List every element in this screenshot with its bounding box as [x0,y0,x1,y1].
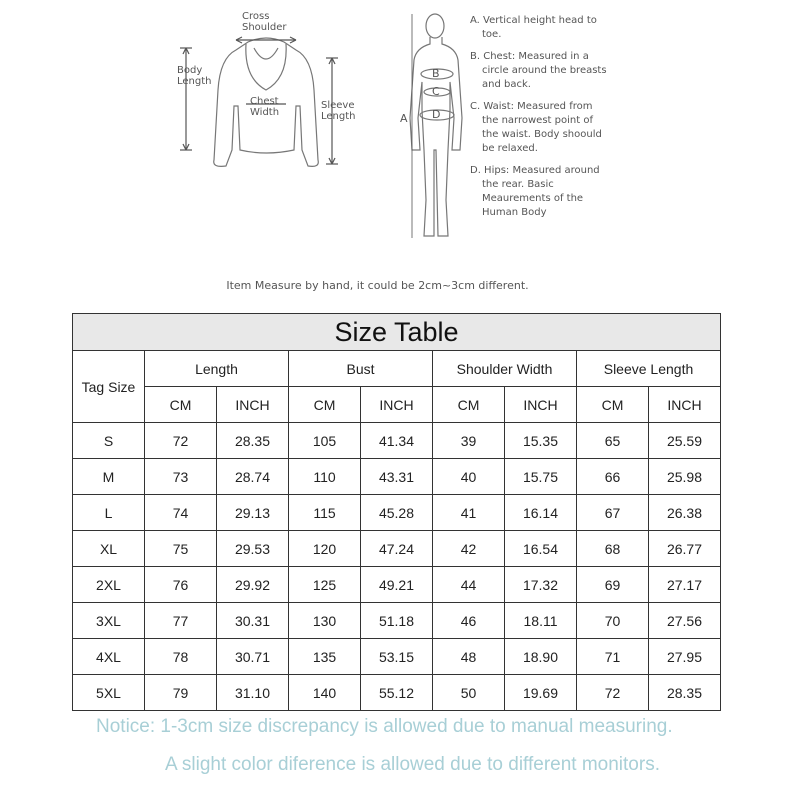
value-cell: 42 [433,531,505,567]
value-cell: 45.28 [361,495,433,531]
value-cell: 40 [433,459,505,495]
notice-line-1: Notice: 1-3cm size discrepancy is allowed due to manual measuring. [96,716,673,737]
value-cell: 53.15 [361,639,433,675]
group-header-sleeve-length: Sleeve Length [577,351,721,387]
value-cell: 47.24 [361,531,433,567]
value-cell: 28.74 [217,459,289,495]
value-cell: 135 [289,639,361,675]
table-row [73,495,721,531]
unit-header: INCH [217,387,289,423]
note-d: D. Hips: Measured around the rear. Basic Meaurements of the Human Body [470,165,600,218]
table-row [73,531,721,567]
unit-header: INCH [505,387,577,423]
value-cell: 46 [433,603,505,639]
value-cell: 105 [289,423,361,459]
value-cell: 72 [145,423,217,459]
value-cell: 29.53 [217,531,289,567]
value-cell: 16.14 [505,495,577,531]
value-cell: 18.90 [505,639,577,675]
size-cell: S [73,423,145,459]
size-cell: 3XL [73,603,145,639]
value-cell: 48 [433,639,505,675]
table-row [73,567,721,603]
unit-header: CM [289,387,361,423]
value-cell: 25.98 [649,459,721,495]
group-header-length: Length [145,351,289,387]
body-marker-d: D [432,108,441,121]
value-cell: 28.35 [217,423,289,459]
size-cell: M [73,459,145,495]
cross-shoulder-label: Cross Shoulder [242,11,287,33]
measurement-notes [470,14,610,228]
body-marker-a: A [400,112,408,125]
value-cell: 25.59 [649,423,721,459]
value-cell: 140 [289,675,361,711]
chest-width-label: Chest Width [250,96,280,118]
value-cell: 120 [289,531,361,567]
value-cell: 77 [145,603,217,639]
unit-header: INCH [361,387,433,423]
value-cell: 55.12 [361,675,433,711]
tag-size-header: Tag Size [73,351,145,423]
value-cell: 41 [433,495,505,531]
group-header-bust: Bust [289,351,433,387]
value-cell: 75 [145,531,217,567]
value-cell: 15.35 [505,423,577,459]
unit-header: CM [145,387,217,423]
value-cell: 130 [289,603,361,639]
body-head [426,14,444,38]
table-row [73,459,721,495]
value-cell: 66 [577,459,649,495]
value-cell: 74 [145,495,217,531]
value-cell: 44 [433,567,505,603]
size-table [72,313,721,711]
value-cell: 73 [145,459,217,495]
note-c: C. Waist: Measured from the narrowest point of the waist. Body shoould be relaxed. [470,101,602,154]
measure-caption: Item Measure by hand, it could be 2cm~3cm different. [226,279,529,292]
value-cell: 70 [577,603,649,639]
body-marker-b: B [432,67,440,80]
value-cell: 110 [289,459,361,495]
value-cell: 26.77 [649,531,721,567]
body-marker-c: C [432,85,440,98]
measurement-diagram [0,0,800,300]
value-cell: 68 [577,531,649,567]
value-cell: 16.54 [505,531,577,567]
table-row [73,603,721,639]
value-cell: 51.18 [361,603,433,639]
value-cell: 49.21 [361,567,433,603]
value-cell: 18.11 [505,603,577,639]
unit-header: CM [577,387,649,423]
unit-header: INCH [649,387,721,423]
value-cell: 27.17 [649,567,721,603]
garment-and-body-illustration [0,0,800,300]
value-cell: 29.92 [217,567,289,603]
size-cell: 2XL [73,567,145,603]
size-cell: 5XL [73,675,145,711]
sleeve-length-label: Sleeve Length [321,100,356,122]
table-title: Size Table [73,314,721,351]
note-b: B. Chest: Measured in a circle around the breasts and back. [470,51,607,90]
value-cell: 17.32 [505,567,577,603]
value-cell: 27.56 [649,603,721,639]
value-cell: 30.71 [217,639,289,675]
note-a: A. Vertical height head to toe. [470,15,597,40]
value-cell: 72 [577,675,649,711]
garment-hood [246,44,286,90]
size-cell: XL [73,531,145,567]
size-cell: 4XL [73,639,145,675]
value-cell: 67 [577,495,649,531]
value-cell: 43.31 [361,459,433,495]
value-cell: 78 [145,639,217,675]
value-cell: 30.31 [217,603,289,639]
value-cell: 50 [433,675,505,711]
notice-line-2: A slight color diference is allowed due to different monitors. [165,754,660,775]
value-cell: 27.95 [649,639,721,675]
size-cell: L [73,495,145,531]
unit-header: CM [433,387,505,423]
value-cell: 29.13 [217,495,289,531]
table-row [73,423,721,459]
value-cell: 39 [433,423,505,459]
value-cell: 115 [289,495,361,531]
value-cell: 41.34 [361,423,433,459]
value-cell: 125 [289,567,361,603]
value-cell: 76 [145,567,217,603]
table-row [73,675,721,711]
body-length-label: Body Length [177,65,212,87]
value-cell: 19.69 [505,675,577,711]
value-cell: 26.38 [649,495,721,531]
value-cell: 69 [577,567,649,603]
value-cell: 15.75 [505,459,577,495]
value-cell: 79 [145,675,217,711]
value-cell: 28.35 [649,675,721,711]
value-cell: 71 [577,639,649,675]
value-cell: 65 [577,423,649,459]
table-row [73,639,721,675]
group-header-shoulder-width: Shoulder Width [433,351,577,387]
value-cell: 31.10 [217,675,289,711]
